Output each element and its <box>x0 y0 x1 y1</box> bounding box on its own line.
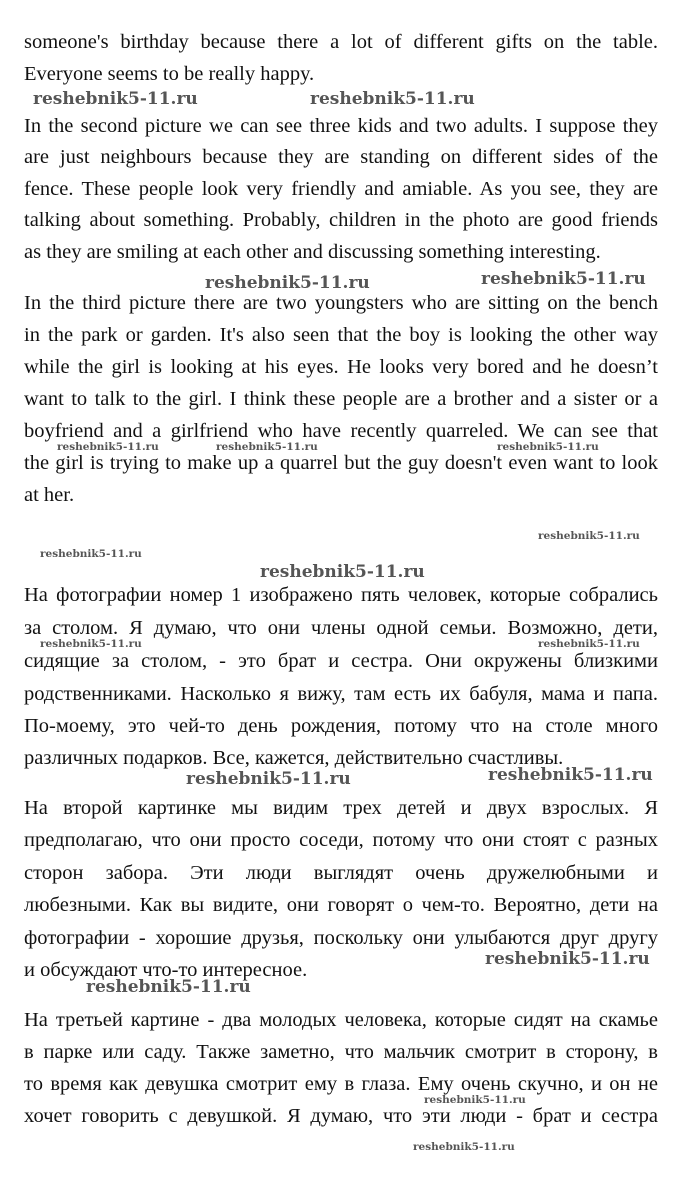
watermark: reshebnik5-11.ru <box>40 548 142 560</box>
text-line: while the girl is looking at his eyes. He looks very bored and he doesn’t <box>24 356 658 378</box>
text-line: хочет говорить с девушкой. Я думаю, что эти люди - брат и сестра <box>24 1105 658 1127</box>
text-line: as they are smiling at each other and discussing something interesting. <box>24 241 601 263</box>
watermark: reshebnik5-11.ru <box>485 949 650 969</box>
text-line: someone's birthday because there a lot of different gifts on the table. <box>24 31 658 53</box>
watermark: reshebnik5-11.ru <box>538 638 640 650</box>
text-line: предполагаю, что они просто соседи, потому что они стоят с разных <box>24 829 658 851</box>
text-line: родственниками. Насколько я вижу, там есть их бабуля, мама и папа. <box>24 683 658 705</box>
text-line: любезными. Как вы видите, они говорят о чем-то. Вероятно, дети на <box>24 894 658 916</box>
text-line: На третьей картине - два молодых человека, которые сидят на скамье <box>24 1009 658 1031</box>
watermark: reshebnik5-11.ru <box>186 769 351 789</box>
text-line: По-моему, это чей-то день рождения, потому что на столе много <box>24 715 658 737</box>
watermark: reshebnik5-11.ru <box>310 89 475 109</box>
text-line: in the park or garden. It's also seen that the boy is looking the other way <box>24 324 658 346</box>
watermark: reshebnik5-11.ru <box>205 273 370 293</box>
text-line: In the second picture we can see three kids and two adults. I suppose they <box>24 115 658 137</box>
watermark: reshebnik5-11.ru <box>488 765 653 785</box>
text-line: the girl is trying to make up a quarrel but the guy doesn't even want to look <box>24 452 658 474</box>
watermark: reshebnik5-11.ru <box>33 89 198 109</box>
watermark: reshebnik5-11.ru <box>497 441 599 453</box>
watermark: reshebnik5-11.ru <box>538 530 640 542</box>
watermark: reshebnik5-11.ru <box>260 562 425 582</box>
text-line: и обсуждают что-то интересное. <box>24 959 308 981</box>
text-line: то время как девушка смотрит ему в глаза. Ему очень скучно, и он не <box>24 1073 658 1095</box>
watermark: reshebnik5-11.ru <box>413 1141 515 1153</box>
watermark: reshebnik5-11.ru <box>57 441 159 453</box>
text-line: На фотографии номер 1 изображено пять человек, которые собрались <box>24 584 658 606</box>
text-line: boyfriend and a girlfriend who have recently quarreled. We can see that <box>24 420 658 442</box>
text-line: На второй картинке мы видим трех детей и двух взрослых. Я <box>24 797 658 819</box>
text-line: сидящие за столом, - это брат и сестра. Они окружены близкими <box>24 650 658 672</box>
text-line: want to talk to the girl. I think these people are a brother and a sister or a <box>24 388 658 410</box>
text-line: за столом. Я думаю, что они члены одной семьи. Возможно, дети, <box>24 617 658 639</box>
text-line: at her. <box>24 484 75 506</box>
text-line: Everyone seems to be really happy. <box>24 63 315 85</box>
text-line: фотографии - хорошие друзья, поскольку они улыбаются друг другу <box>24 927 658 949</box>
watermark: reshebnik5-11.ru <box>86 977 251 997</box>
watermark: reshebnik5-11.ru <box>216 441 318 453</box>
text-line: fence. These people look very friendly and amiable. As you see, they are <box>24 178 658 200</box>
watermark: reshebnik5-11.ru <box>481 269 646 289</box>
text-line: are just neighbours because they are standing on different sides of the <box>24 146 658 168</box>
watermark: reshebnik5-11.ru <box>424 1094 526 1106</box>
text-line: различных подарков. Все, кажется, действительно счастливы. <box>24 747 564 769</box>
text-line: In the third picture there are two youngsters who are sitting on the bench <box>24 292 658 314</box>
watermark: reshebnik5-11.ru <box>40 638 142 650</box>
text-line: сторон забора. Эти люди выглядят очень дружелюбными и <box>24 862 658 884</box>
text-line: в парке или саду. Также заметно, что мальчик смотрит в сторону, в <box>24 1041 658 1063</box>
text-line: talking about something. Probably, children in the photo are good friends <box>24 209 658 231</box>
